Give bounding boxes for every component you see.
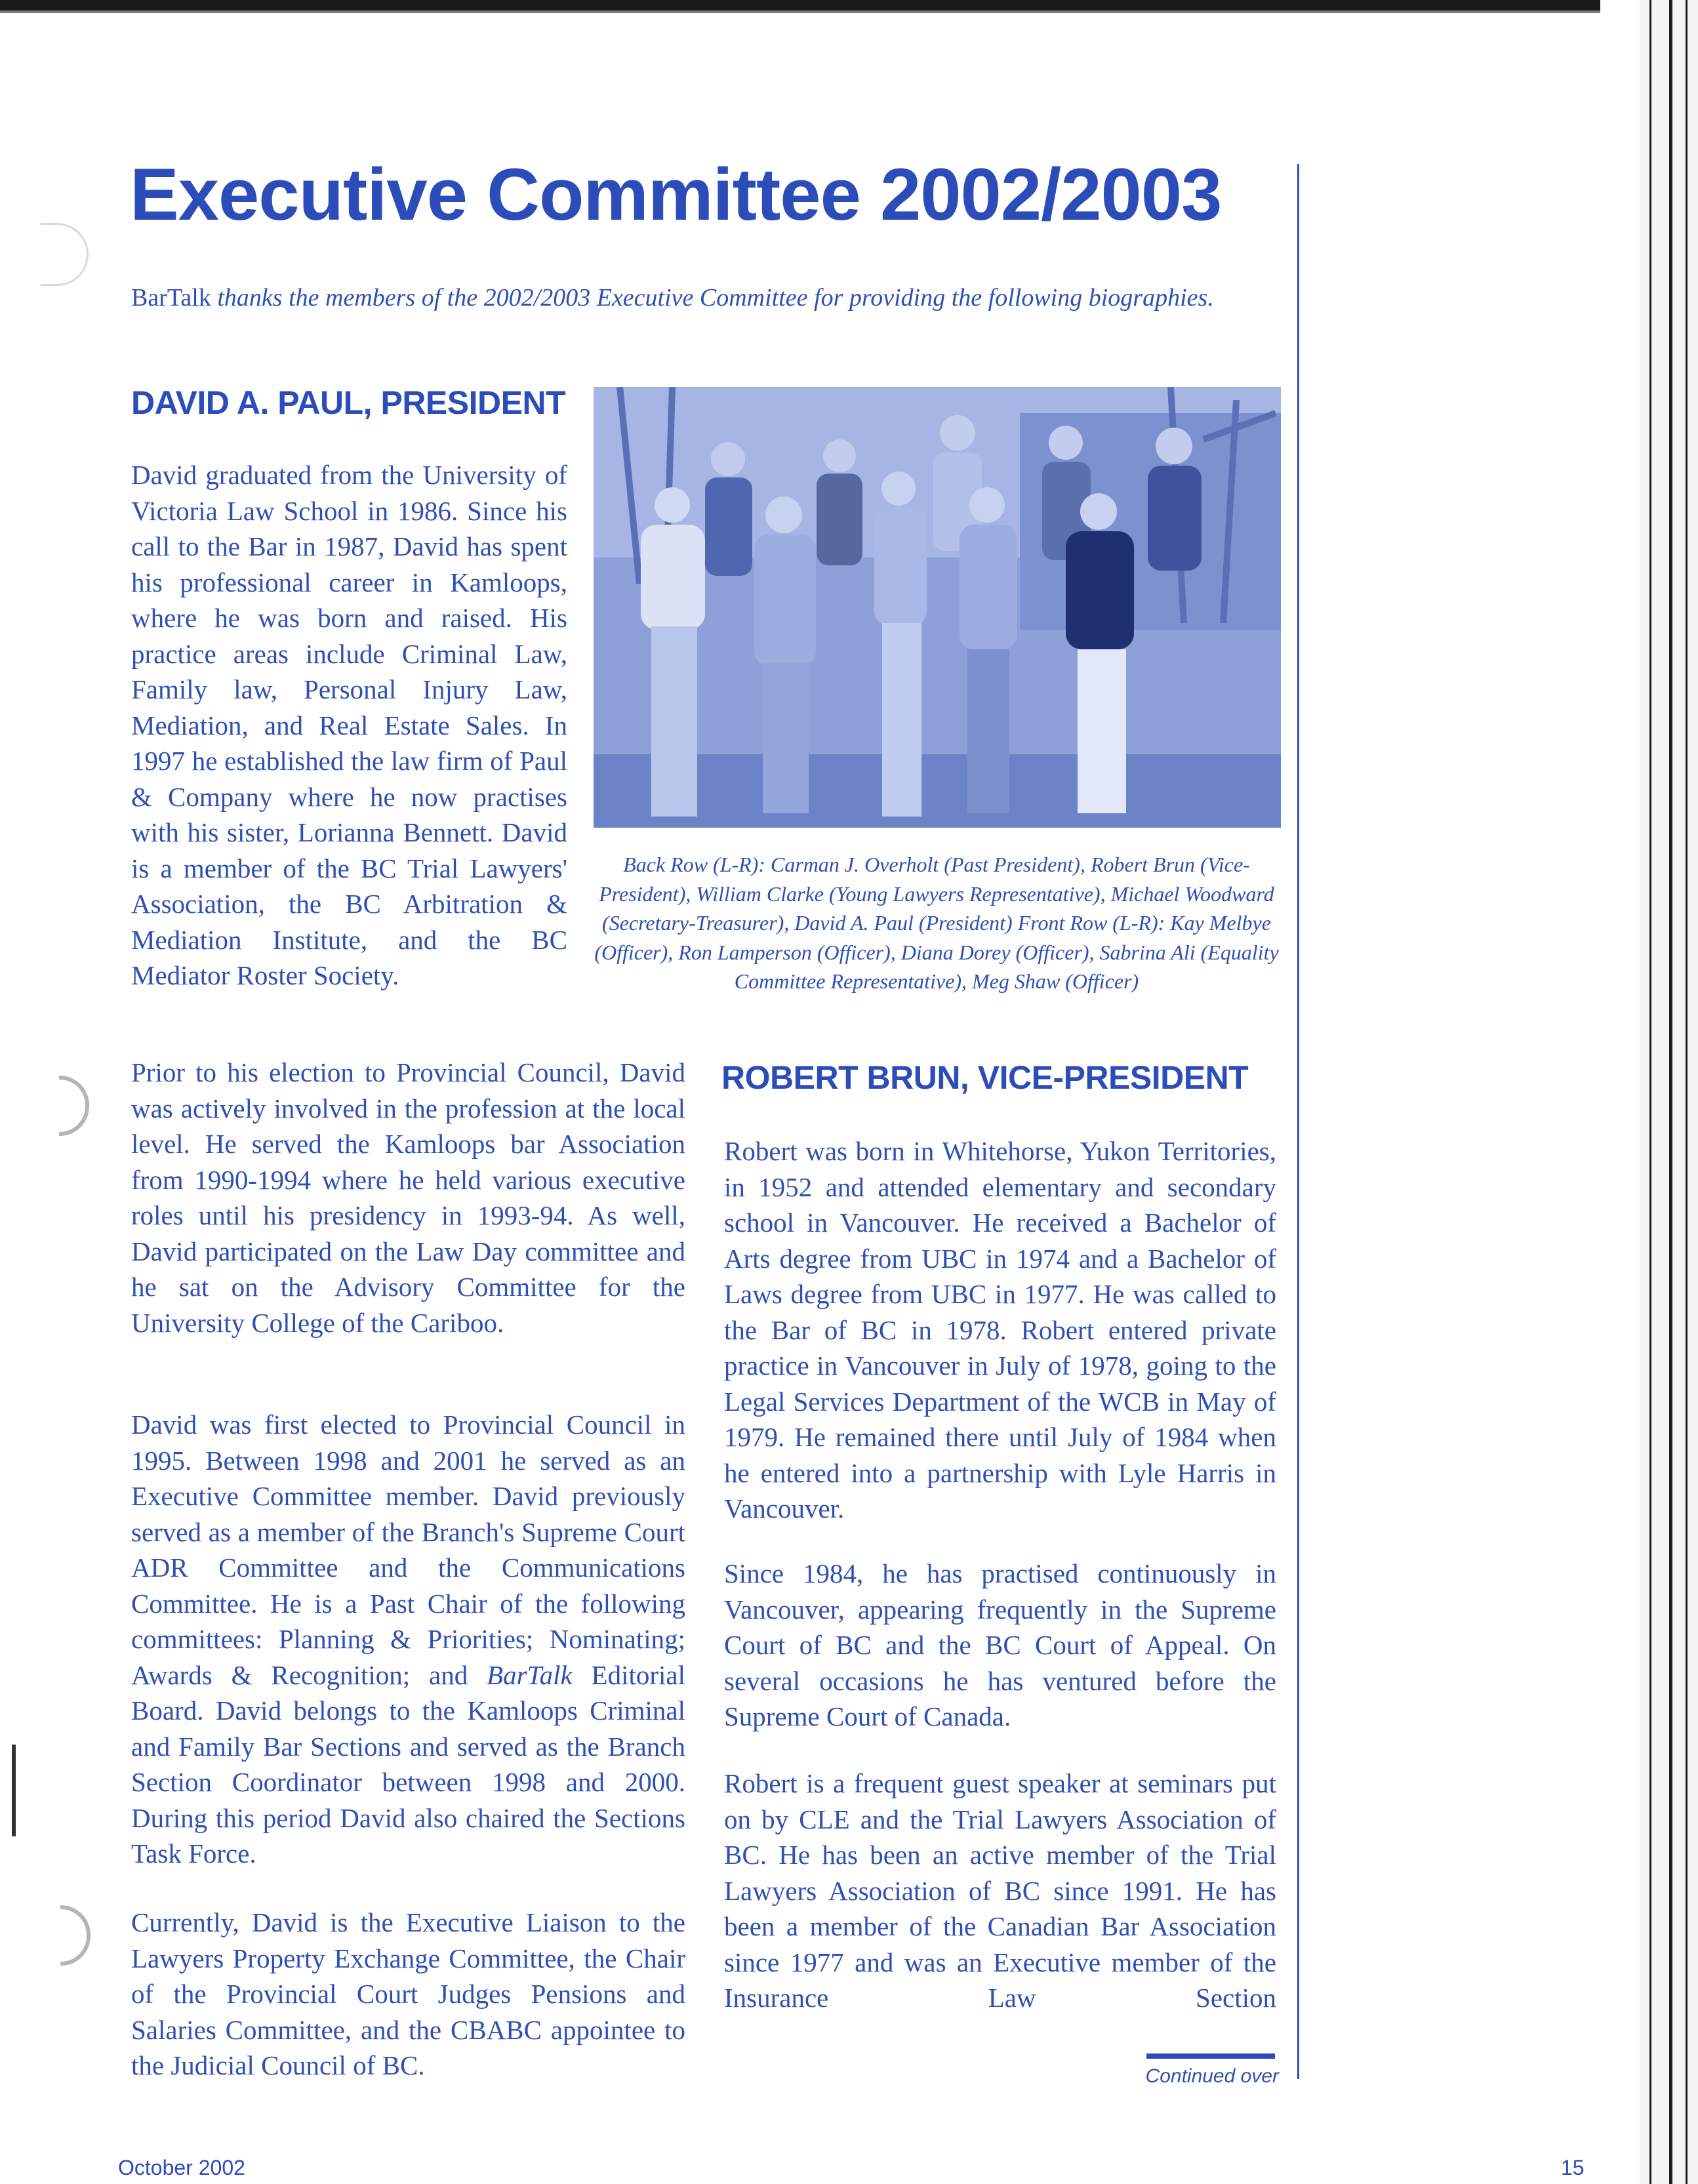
page-edge-line — [1649, 0, 1651, 2184]
group-photo — [594, 387, 1281, 828]
intro-rest: thanks the members of the 2002/2003 Executive Committee for providing the following biographies. — [211, 284, 1214, 312]
intro-text — [131, 279, 1285, 316]
brun-paragraph-3: Robert is a frequent guest speaker at seminars put on by CLE and the Trial Lawyers Association of BC. He has been an active member of the Trial Lawyers Association of BC since 1991. He has been a member of the Canadian Bar Association since 1977 and was an Executive member of the Insurance Law Section — [724, 1768, 1276, 2013]
paul-paragraph-3-part-a: David was first elected to Provincial Council in 1995. Between 1998 and 2001 he served as an Executive Committee member. David previously served as a member of the Branch's Supreme Court ADR Committee and the Communications Committee. He is a Past Chair of the following committees: Planning & Priorities; Nominating; Awards & Recognition; and — [131, 1409, 685, 1690]
paul-paragraph-3-part-b: Editorial Board. David belongs to the Kamloops Criminal and Family Bar Sections and served as the Branch Section Coordinator between 1998 and 2000. During this period David also chaired the Sections Task Force. — [131, 1659, 685, 1869]
photo-caption: Back Row (L-R): Carman J. Overholt (Past President), Robert Brun (Vice-President), William Clarke (Young Lawyers Representative), Michael Woodward (Secretary-Treasurer), David A. Paul (President) Front Row (L-R): Kay Melbye (Officer), Ron Lamperson (Officer), Diana Dorey (Officer), Sabrina Ali (Equality Committee Representative), Meg Shaw (Officer) — [594, 853, 1279, 993]
heading-paul: DAVID A. PAUL, PRESIDENT — [131, 384, 566, 421]
punch-hole — [41, 223, 89, 286]
page-number: 15 — [1561, 2156, 1585, 2179]
paul-paragraph-4: Currently, David is the Executive Liaison to the Lawyers Property Exchange Committee, the Chair of the Provincial Court Judges Pensions and Salaries Committee, and the CBABC appointee to the Judicial Council of BC. — [131, 1907, 685, 2080]
heading-brun: ROBERT BRUN, VICE-PRESIDENT — [721, 1059, 1249, 1096]
intro-lead: BarTalk — [131, 284, 211, 312]
punch-hole — [60, 1905, 91, 1966]
continued-over: Continued over — [1145, 2065, 1279, 2087]
top-rule-shadow — [0, 10, 1600, 13]
punch-hole — [59, 1076, 89, 1136]
column-divider — [1297, 164, 1299, 2079]
continued-bar — [1146, 2053, 1275, 2059]
paul-paragraph-2: Prior to his election to Provincial Council, David was actively involved in the profession at the local level. He served the Kamloops bar Association from 1990-1994 where he held various executive roles until his presidency in 1993-94. As well, David participated on the Law Day committee and he sat on the Advisory Committee for the University College of the Cariboo. — [131, 1057, 685, 1338]
binder-mark — [12, 1745, 16, 1836]
page-edge-line — [1686, 0, 1688, 2184]
group-photo-image — [594, 387, 1281, 828]
brun-paragraph-1: Robert was born in Whitehorse, Yukon Territories, in 1952 and attended elementary and secondary school in Vancouver. He received a Bachelor of Arts degree from UBC in 1974 and a Bachelor of Laws degree from UBC in 1977. He was called to the Bar of BC in 1978. Robert entered private practice in Vancouver in July of 1978, going to the Legal Services Department of the WCB in May of 1979. He remained there until July of 1984 when he entered into a partnership with Lyle Harris in Vancouver. — [724, 1136, 1276, 1524]
top-rule — [0, 0, 1600, 10]
page-title: Executive Committee 2002/2003 — [130, 153, 1222, 235]
footer-date: October 2002 — [118, 2156, 245, 2179]
paul-paragraph-1: David graduated from the University of Victoria Law School in 1986. Since his call to the Bar in 1987, David has spent his professional career in Kamloops, where he was born and raised. His practice areas include Criminal Law, Family law, Personal Injury Law, Mediation, and Real Estate Sales. In 1997 he established the law firm of Paul & Company where he now practises with his sister, Lorianna Bennett. David is a member of the BC Trial Lawyers' Association, the BC Arbitration & Mediation Institute, and the BC Mediator Roster Society. — [131, 460, 567, 990]
paul-paragraph-3 — [131, 1407, 685, 1872]
page-edge-line — [1669, 0, 1672, 2184]
bartalk-italic: BarTalk — [487, 1659, 573, 1690]
brun-paragraph-2: Since 1984, he has practised continuously in Vancouver, appearing frequently in the Supreme Court of BC and the BC Court of Appeal. On several occasions he has ventured before the Supreme Court of Canada. — [724, 1558, 1276, 1731]
